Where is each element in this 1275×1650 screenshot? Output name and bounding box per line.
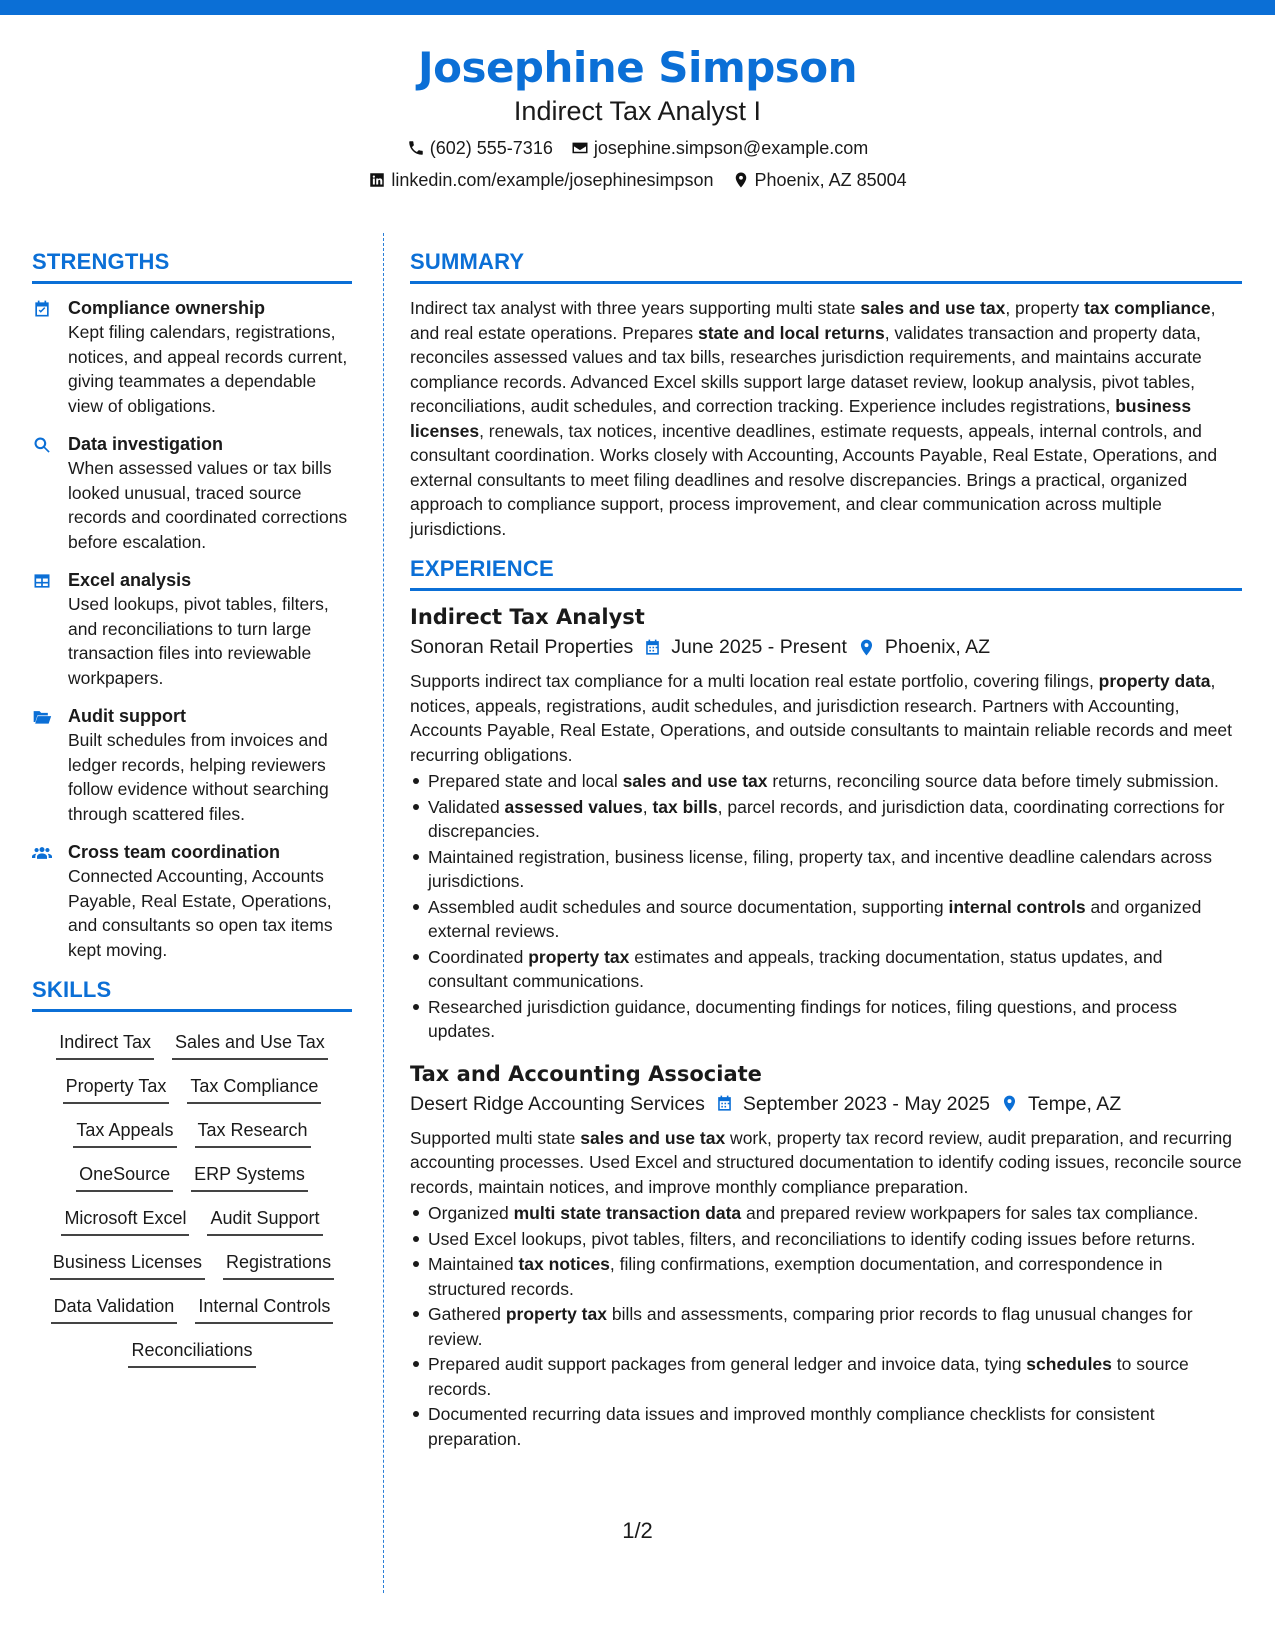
bullet-item: [410, 1201, 1242, 1226]
strength-item: [32, 296, 352, 418]
text-segment: Maintained registration, business license, filing, property tax, and incentive deadline calendars across jurisdictions.: [428, 846, 1213, 891]
text-segment: and organized external reviews.: [428, 896, 1202, 941]
envelope-icon: [571, 139, 589, 157]
job-bullets: [410, 1201, 1242, 1451]
company-name: Desert Ridge Accounting Services: [410, 1092, 705, 1115]
bullet-item: [410, 995, 1242, 1044]
bold-keyword: sales and use tax: [622, 771, 768, 791]
bold-keyword: sales and use tax: [580, 1127, 726, 1148]
text-segment: Used Excel lookups, pivot tables, filters, and reconciliations to identify coding issues before returns.: [428, 1228, 1196, 1249]
column-divider: [383, 233, 384, 1593]
strength-title: Excel analysis: [68, 570, 192, 590]
strength-body: [68, 704, 352, 826]
bullet-item: [410, 1352, 1242, 1401]
users-icon: [32, 840, 54, 962]
skill-tag: Internal Controls: [195, 1294, 333, 1324]
text-segment: Organized: [428, 1203, 514, 1223]
text-segment: and prepared review workpapers for sales tax compliance.: [741, 1203, 1199, 1223]
summary-heading: SUMMARY: [410, 248, 1242, 284]
strength-title: Data investigation: [68, 434, 224, 454]
job-title: Tax and Accounting Associate: [410, 1061, 762, 1086]
strength-title: Cross team coordination: [68, 842, 281, 862]
text-segment: Supported multi state: [410, 1127, 581, 1148]
strength-description: When assessed values or tax bills looked unusual, traced source records and coordinated corrections before escalation.: [68, 458, 348, 552]
linkedin-text: linkedin.com/example/josephinesimpson: [391, 170, 714, 190]
bold-keyword: property data: [1098, 671, 1211, 691]
bullet-item: [410, 895, 1242, 944]
bullet-item: [410, 1252, 1242, 1301]
text-segment: , property: [1005, 298, 1085, 318]
job-description: [410, 669, 1242, 767]
folder-open-icon: [32, 704, 54, 826]
strengths-heading: STRENGTHS: [32, 248, 352, 284]
bold-keyword: assessed values: [504, 796, 643, 817]
skills-heading: SKILLS: [32, 976, 352, 1012]
strength-description: Kept filing calendars, registrations, notices, and appeal records current, giving teammates a dependable view of obligations.: [68, 322, 348, 416]
skill-tag: Microsoft Excel: [61, 1206, 189, 1236]
strength-body: [68, 568, 352, 690]
strength-item: [32, 568, 352, 690]
skill-tag: OneSource: [76, 1162, 173, 1192]
bullet-item: [410, 795, 1242, 844]
candidate-title: Indirect Tax Analyst I: [513, 96, 762, 126]
left-column: [32, 248, 352, 1368]
skill-tag: Tax Research: [195, 1118, 311, 1148]
text-segment: to source records.: [428, 1354, 1189, 1399]
location-text: Phoenix, AZ: [884, 636, 991, 658]
skill-tag: Property Tax: [63, 1074, 170, 1104]
bold-keyword: sales and use tax: [860, 298, 1006, 318]
skills-list: [32, 1024, 352, 1368]
candidate-name: Josephine Simpson: [417, 43, 858, 92]
map-pin-icon: [857, 638, 876, 657]
phone-text: (602) 555-7316: [429, 138, 553, 158]
contact-row-1: [0, 136, 1275, 160]
strength-description: Connected Accounting, Accounts Payable, Real Estate, Operations, and consultants so open tax items kept moving.: [68, 866, 333, 960]
right-column: [410, 248, 1242, 1467]
resume-header: [0, 42, 1275, 192]
skill-tag: Sales and Use Tax: [172, 1030, 328, 1060]
map-pin-icon: [732, 171, 750, 189]
top-accent-bar: [0, 0, 1275, 15]
job-description: [410, 1126, 1242, 1200]
bold-keyword: property tax: [528, 946, 630, 967]
bullet-item: [410, 1227, 1242, 1252]
phone-icon: [407, 139, 425, 157]
skill-tag: ERP Systems: [191, 1162, 308, 1192]
skill-tag: Business Licenses: [50, 1250, 205, 1280]
skill-tag: Tax Compliance: [187, 1074, 321, 1104]
strength-description: Built schedules from invoices and ledger records, helping reviewers follow evidence without searching through scattered files.: [68, 730, 329, 824]
text-segment: , renewals, tax notices, incentive deadlines, estimate requests, appeals, internal controls, and consultant coordination. Works closely with Accounting, Accounts Payable, Real Estate, Operations, and external consultants to meet filing deadlines and resolve discrepancies. Brings a practical, organized approach to compliance support, process improvement, and clear communication across multiple jurisdictions.: [410, 420, 1218, 539]
bold-keyword: property tax: [505, 1304, 607, 1324]
text-segment: , filing confirmations, exemption documentation, and correspondence in structured records.: [428, 1254, 1163, 1299]
skill-tag: Audit Support: [207, 1206, 322, 1236]
text-segment: bills and assessments, comparing prior records to flag unusual changes for review.: [428, 1304, 1193, 1349]
job-meta: [410, 1090, 1242, 1118]
strengths-list: [32, 296, 352, 962]
linkedin-icon: [368, 171, 386, 189]
skill-tag: Registrations: [223, 1250, 334, 1280]
job-location: [1000, 1090, 1121, 1118]
bold-keyword: schedules: [1026, 1354, 1112, 1374]
bullet-item: [410, 845, 1242, 894]
bold-keyword: multi state transaction data: [513, 1203, 742, 1223]
skill-tag: Indirect Tax: [56, 1030, 154, 1060]
bold-keyword: tax bills: [652, 796, 718, 817]
text-segment: Coordinated: [428, 946, 529, 967]
text-segment: Supports indirect tax compliance for a multi location real estate portfolio, covering filings,: [410, 671, 1099, 691]
bullet-item: [410, 945, 1242, 994]
text-segment: Gathered: [428, 1304, 506, 1324]
text-segment: , parcel records, and jurisdiction data, coordinating corrections for discrepancies.: [428, 796, 1225, 841]
text-segment: work, property tax record review, audit preparation, and recurring accounting processes. Used Excel and structured documentation to identify coding issues, reconcile source records, maintain notices, and improve monthly compliance preparation.: [410, 1127, 1242, 1197]
text-segment: returns, reconciling source data before timely submission.: [767, 771, 1219, 791]
strength-body: [68, 296, 352, 418]
skill-tag: Data Validation: [51, 1294, 178, 1324]
contact-phone[interactable]: [407, 136, 553, 160]
job-location: [857, 633, 990, 661]
magnifier-icon: [32, 432, 54, 554]
strength-item: [32, 432, 352, 554]
text-segment: Assembled audit schedules and source documentation, supporting: [428, 896, 949, 917]
calendar-icon: [643, 638, 662, 657]
job-entry: [410, 603, 1242, 1044]
location-text: Tempe, AZ: [1027, 1092, 1122, 1115]
text-segment: Documented recurring data issues and improved monthly compliance checklists for consistent preparation.: [428, 1404, 1155, 1449]
text-segment: Maintained: [428, 1254, 519, 1274]
strength-item: [32, 840, 352, 962]
text-segment: , and real estate operations. Prepares: [410, 298, 1216, 343]
bold-keyword: tax notices: [518, 1254, 610, 1274]
text-segment: estimates and appeals, tracking documentation, status updates, and consultant communications.: [428, 946, 1163, 991]
job-meta: [410, 633, 1242, 661]
experience-heading: EXPERIENCE: [410, 555, 1242, 591]
location-text: Phoenix, AZ 85004: [754, 170, 907, 190]
company-name: Sonoran Retail Properties: [410, 636, 634, 658]
job-entry: [410, 1060, 1242, 1452]
dates-text: September 2023 - May 2025: [742, 1092, 990, 1115]
job-dates: [715, 1090, 990, 1118]
summary-text: [410, 296, 1242, 541]
strength-title: Compliance ownership: [68, 298, 266, 318]
strength-body: [68, 432, 352, 554]
bullet-item: [410, 769, 1242, 794]
text-segment: , notices, appeals, registrations, audit schedules, and jurisdiction research. Partners with Accounting, Accounts Payable, Real Estate, Operations, and outside consultants to maintain reliable records and meet recurring obligations.: [410, 671, 1232, 765]
job-dates: [643, 633, 847, 661]
skill-tag: Tax Appeals: [73, 1118, 176, 1148]
text-segment: Validated: [428, 796, 505, 817]
contact-email[interactable]: [571, 136, 868, 160]
calendar-icon: [715, 1094, 734, 1113]
text-segment: ,: [642, 796, 653, 817]
text-segment: Indirect tax analyst with three years supporting multi state: [410, 298, 861, 318]
bullet-item: [410, 1302, 1242, 1351]
dates-text: June 2025 - Present: [671, 636, 847, 658]
contact-location: [732, 168, 907, 192]
skill-tag: Reconciliations: [128, 1338, 255, 1368]
jobs-list: [410, 603, 1242, 1451]
bold-keyword: state and local returns: [697, 322, 885, 343]
strength-description: Used lookups, pivot tables, filters, and reconciliations to turn large transaction files into reviewable workpapers.: [68, 594, 329, 688]
map-pin-icon: [1000, 1094, 1019, 1113]
strength-title: Audit support: [68, 706, 186, 726]
job-title: Indirect Tax Analyst: [410, 605, 645, 629]
strength-item: [32, 704, 352, 826]
text-segment: Prepared audit support packages from general ledger and invoice data, tying: [428, 1354, 1027, 1374]
strength-body: [68, 840, 352, 962]
bullet-item: [410, 1402, 1242, 1451]
page-number: 1/2: [622, 1518, 653, 1543]
job-bullets: [410, 769, 1242, 1044]
table-icon: [32, 568, 54, 690]
text-segment: Researched jurisdiction guidance, documenting findings for notices, filing questions, and process updates.: [428, 996, 1178, 1041]
text-segment: , validates transaction and property data, reconciles assessed values and tax bills, researches jurisdiction requirements, and maintains accurate compliance records. Advanced Excel skills support large dataset review, lookup analysis, pivot tables, reconciliations, audit schedules, and correction tracking. Experience includes registrations,: [410, 322, 1202, 416]
bold-keyword: tax compliance: [1084, 298, 1211, 318]
bold-keyword: internal controls: [948, 896, 1086, 917]
email-text: josephine.simpson@example.com: [593, 138, 869, 158]
bold-keyword: business licenses: [410, 396, 1192, 441]
text-segment: Prepared state and local: [428, 771, 623, 791]
calendar-check-icon: [32, 296, 54, 418]
contact-row-2: [0, 168, 1275, 192]
contact-linkedin[interactable]: [368, 168, 713, 192]
